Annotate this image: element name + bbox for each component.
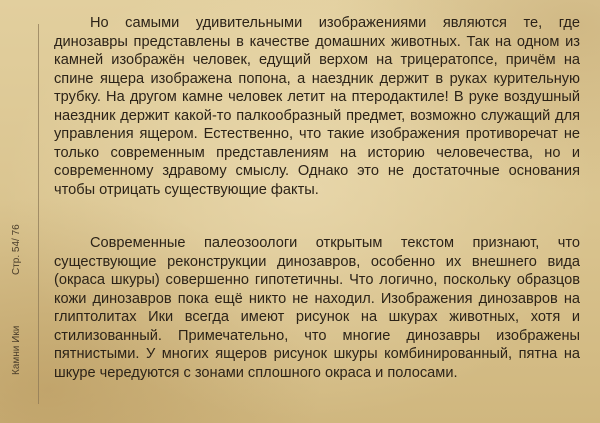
paragraph-domesticated-dinosaurs: Но самыми удивительными изображениями являются те, где динозавры представлены в качестве домашних животных. Так на одном из камней изображён человек, едущий верхом на трицератопсе, причём на спине ящера изображена попона, а наездник держит в руках курительную трубку. На другом камне человек летит на птеродактиле! В руке воздушный наездник держит какой-то палкообразный предмет, возможно служащий для управления ящером. Естественно, что такие изображения противоречат не только современным представлениям на историю человечества, но и современному здравому смыслу. Однако это не достаточные основания чтобы отрицать существующие факты. bbox=[54, 15, 580, 198]
book-title: Камни Ики bbox=[11, 325, 22, 375]
margin-divider bbox=[38, 24, 39, 404]
paragraph-skin-patterns: Современные палеозоологи открытым текстом признают, что существующие реконструкции динозавров, особенно их внешнего вида (окраса шкуры) совершенно гипотетичны. Что логично, поскольку образцов кожи динозавров пока ещё никто не находил. Изображения динозавров на глиптолитах Ики всегда имеют рисунок на шкурах животных, хотя и стилизованный. Примечательно, что многие динозавры изображены пятнистыми. У многих ящеров рисунок шкуры комбинированный, пятна на шкуре чередуются с зонами сплошного окраса и полосами. bbox=[54, 235, 580, 381]
page-number: Стр. 54/ 76 bbox=[11, 224, 22, 276]
